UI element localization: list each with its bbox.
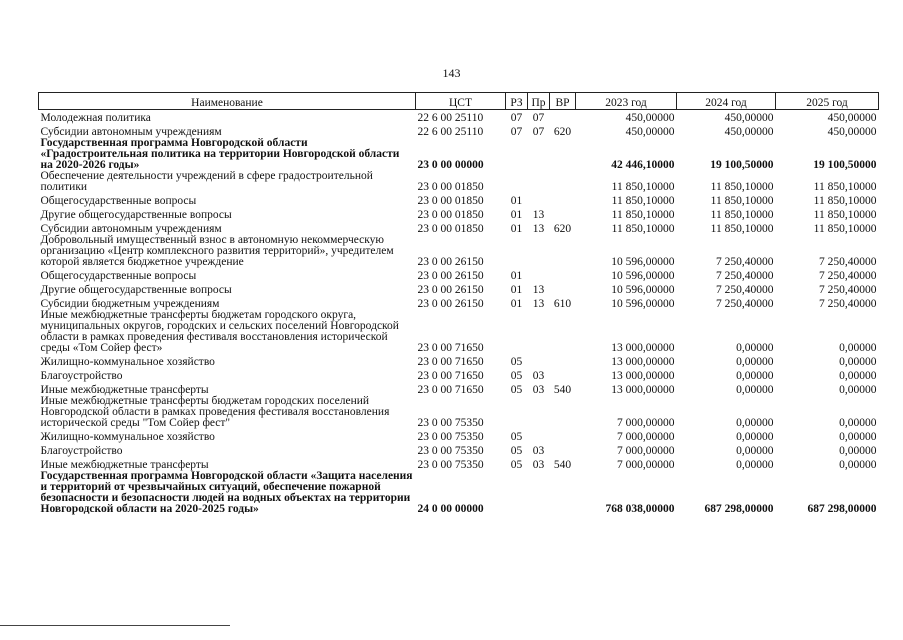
- budget-table: [38, 92, 879, 515]
- cell-vr: [550, 171, 576, 193]
- cell-2025: 7 250,40000: [819, 270, 877, 282]
- cell-2024: 0,00000: [736, 459, 774, 471]
- cell-rz: 05: [510, 370, 523, 382]
- table-row: [39, 282, 879, 296]
- cell-2024: 0,00000: [736, 417, 774, 429]
- cell-cst: 23 0 00 75350: [417, 417, 484, 429]
- cell-vr: [550, 310, 576, 354]
- cell-rz: 01: [510, 270, 523, 282]
- cell-vr: [550, 443, 576, 457]
- cell-cst: 22 6 00 25110: [417, 112, 484, 124]
- cell-2025: 687 298,00000: [807, 503, 877, 515]
- cell-2025: 0,00000: [839, 356, 877, 368]
- cell-pr: 07: [532, 126, 545, 138]
- cell-2024: 11 850,10000: [710, 195, 774, 207]
- cell-2024: 7 250,40000: [716, 256, 774, 268]
- table-row: [39, 221, 879, 235]
- cell-name: Субсидии автономным учреждениям: [40, 223, 222, 235]
- cell-rz: 05: [510, 445, 523, 457]
- cell-pr: 13: [532, 284, 545, 296]
- cell-2025: 0,00000: [839, 384, 877, 396]
- col-header-cst: ЦСТ: [416, 93, 506, 110]
- cell-2024: 7 250,40000: [716, 284, 774, 296]
- footer-divider: [0, 625, 230, 626]
- col-header-2025: 2025 год: [776, 93, 879, 110]
- cell-vr: [550, 396, 576, 429]
- cell-pr: 03: [532, 370, 545, 382]
- cell-vr: [550, 207, 576, 221]
- cell-2025: 450,00000: [827, 126, 877, 138]
- cell-2024: 0,00000: [736, 384, 774, 396]
- cell-rz: [506, 235, 528, 268]
- cell-2024: 0,00000: [736, 342, 774, 354]
- header-row: [39, 93, 879, 110]
- cell-pr: [528, 193, 550, 207]
- cell-pr: 07: [532, 112, 545, 124]
- cell-2024: 0,00000: [736, 431, 774, 443]
- cell-pr: [528, 354, 550, 368]
- cell-name: Субсидии автономным учреждениям: [40, 126, 222, 138]
- cell-2023: 13 000,00000: [611, 342, 675, 354]
- cell-name: Обеспечение деятельности учреждений в сфере градостроительной политики: [40, 170, 373, 193]
- cell-2023: 7 000,00000: [617, 417, 675, 429]
- cell-name: Иные межбюджетные трансферты: [40, 384, 209, 396]
- cell-cst: 23 0 00 01850: [417, 223, 484, 235]
- cell-2023: 42 446,10000: [611, 159, 675, 171]
- cell-2024: 7 250,40000: [716, 270, 774, 282]
- table-row: [39, 429, 879, 443]
- cell-cst: 23 0 00 71650: [417, 356, 484, 368]
- table-row: [39, 354, 879, 368]
- cell-2025: 11 850,10000: [813, 209, 877, 221]
- cell-2025: 7 250,40000: [819, 256, 877, 268]
- cell-2023: 7 000,00000: [617, 445, 675, 457]
- cell-2025: 19 100,50000: [813, 159, 877, 171]
- cell-2023: 7 000,00000: [617, 431, 675, 443]
- cell-2025: 0,00000: [839, 459, 877, 471]
- cell-2024: 11 850,10000: [710, 181, 774, 193]
- cell-2025: 11 850,10000: [813, 195, 877, 207]
- cell-cst: 23 0 00 26150: [417, 284, 484, 296]
- cell-pr: 03: [532, 459, 545, 471]
- cell-pr: [528, 471, 550, 515]
- cell-name: Государственная программа Новгородской области «Градостроительная политика на территории Новгородской области на 2020-2026 годы»: [40, 137, 400, 171]
- cell-pr: [528, 310, 550, 354]
- cell-rz: 05: [510, 431, 523, 443]
- cell-2024: 11 850,10000: [710, 209, 774, 221]
- cell-2023: 11 850,10000: [611, 223, 675, 235]
- table-row: [39, 443, 879, 457]
- cell-vr: [550, 471, 576, 515]
- cell-name: Другие общегосударственные вопросы: [40, 284, 232, 296]
- cell-vr: 620: [553, 223, 572, 235]
- col-header-vr: ВР: [550, 93, 576, 110]
- cell-2023: 10 596,00000: [611, 298, 675, 310]
- cell-2023: 450,00000: [625, 126, 675, 138]
- cell-vr: [550, 193, 576, 207]
- cell-name: Общегосударственные вопросы: [40, 270, 197, 282]
- table-row: [39, 193, 879, 207]
- cell-name: Иные межбюджетные трансферты: [40, 459, 209, 471]
- cell-name: Государственная программа Новгородской области «Защита населения и территорий от чрезвычайных ситуаций, обеспечение пожарной безопасности и безопасности людей на водных объектах на территории Новгородской области на 2020-2025 годы»: [40, 470, 413, 515]
- cell-name: Другие общегосударственные вопросы: [40, 209, 232, 221]
- cell-vr: 540: [553, 384, 572, 396]
- table-row: [39, 296, 879, 310]
- cell-rz: 01: [510, 209, 523, 221]
- table-row: [39, 235, 879, 268]
- col-header-name: Наименование: [39, 93, 416, 110]
- cell-2023: 11 850,10000: [611, 195, 675, 207]
- cell-2023: 7 000,00000: [617, 459, 675, 471]
- cell-2025: 7 250,40000: [819, 284, 877, 296]
- cell-2025: 450,00000: [827, 112, 877, 124]
- cell-rz: 05: [510, 384, 523, 396]
- table-body: [39, 110, 879, 516]
- cell-2023: 11 850,10000: [611, 181, 675, 193]
- cell-name: Добровольный имущественный взнос в автономную некоммерческую организацию «Центр комплексного развития территорий», учредителем которой является бюджетное учреждение: [40, 234, 394, 268]
- cell-2023: 450,00000: [625, 112, 675, 124]
- cell-vr: [550, 268, 576, 282]
- cell-2025: 7 250,40000: [819, 298, 877, 310]
- cell-cst: 23 0 00 26150: [417, 270, 484, 282]
- cell-cst: 23 0 00 75350: [417, 431, 484, 443]
- cell-rz: [506, 171, 528, 193]
- cell-cst: 23 0 00 71650: [417, 342, 484, 354]
- cell-name: Жилищно-коммунальное хозяйство: [40, 356, 215, 368]
- cell-2024: 0,00000: [736, 445, 774, 457]
- cell-2025: 0,00000: [839, 417, 877, 429]
- cell-2024: 687 298,00000: [704, 503, 774, 515]
- page-number: 143: [442, 66, 461, 80]
- cell-name: Иные межбюджетные трансферты бюджетам городского округа, муниципальных округов, городских и сельских поселений Новгородской области в рамках проведения фестиваля восстановления исторической среды «Том Сойер фест»: [40, 309, 399, 354]
- cell-pr: [528, 268, 550, 282]
- cell-rz: [506, 138, 528, 171]
- cell-2023: 13 000,00000: [611, 356, 675, 368]
- cell-2024: 0,00000: [736, 370, 774, 382]
- cell-vr: [550, 138, 576, 171]
- cell-name: Благоустройство: [40, 370, 123, 382]
- cell-pr: [528, 396, 550, 429]
- table-row: [39, 457, 879, 471]
- cell-rz: [506, 310, 528, 354]
- cell-cst: 23 0 00 71650: [417, 384, 484, 396]
- cell-cst: 23 0 00 00000: [417, 159, 484, 171]
- cell-name: Благоустройство: [40, 445, 123, 457]
- cell-rz: 01: [510, 284, 523, 296]
- cell-cst: 23 0 00 01850: [417, 181, 484, 193]
- cell-rz: 01: [510, 223, 523, 235]
- table-row: [39, 138, 879, 171]
- cell-2024: 450,00000: [724, 112, 774, 124]
- cell-2023: 10 596,00000: [611, 256, 675, 268]
- cell-2023: 13 000,00000: [611, 370, 675, 382]
- cell-2025: 0,00000: [839, 342, 877, 354]
- cell-vr: [550, 282, 576, 296]
- cell-rz: 07: [510, 112, 523, 124]
- cell-cst: 23 0 00 71650: [417, 370, 484, 382]
- cell-rz: 01: [510, 195, 523, 207]
- cell-2024: 19 100,50000: [710, 159, 774, 171]
- cell-cst: 23 0 00 26150: [417, 298, 484, 310]
- cell-pr: 03: [532, 384, 545, 396]
- cell-pr: [528, 429, 550, 443]
- cell-2023: 10 596,00000: [611, 270, 675, 282]
- cell-name: Жилищно-коммунальное хозяйство: [40, 431, 215, 443]
- cell-vr: [550, 354, 576, 368]
- cell-rz: [506, 396, 528, 429]
- cell-cst: 23 0 00 26150: [417, 256, 484, 268]
- cell-2023: 10 596,00000: [611, 284, 675, 296]
- cell-2023: 11 850,10000: [611, 209, 675, 221]
- cell-name: Молодежная политика: [40, 112, 151, 124]
- cell-vr: 540: [553, 459, 572, 471]
- cell-cst: 23 0 00 75350: [417, 459, 484, 471]
- table-row: [39, 396, 879, 429]
- cell-name: Субсидии бюджетным учреждениям: [40, 298, 220, 310]
- cell-rz: 05: [510, 356, 523, 368]
- cell-vr: 620: [553, 126, 572, 138]
- table-row: [39, 110, 879, 125]
- cell-rz: 07: [510, 126, 523, 138]
- cell-rz: 01: [510, 298, 523, 310]
- cell-pr: [528, 171, 550, 193]
- cell-pr: 03: [532, 445, 545, 457]
- cell-cst: 24 0 00 00000: [417, 503, 484, 515]
- table-row: [39, 471, 879, 515]
- cell-vr: [550, 429, 576, 443]
- table-row: [39, 310, 879, 354]
- cell-pr: 13: [532, 298, 545, 310]
- cell-2024: 7 250,40000: [716, 298, 774, 310]
- table-row: [39, 207, 879, 221]
- table-row: [39, 368, 879, 382]
- cell-2025: 11 850,10000: [813, 223, 877, 235]
- cell-name: Иные межбюджетные трансферты бюджетам городских поселений Новгородской области в рамках проведения фестиваля восстановления исторической среды "Том Сойер фест": [40, 395, 390, 429]
- cell-vr: [550, 110, 576, 125]
- cell-rz: 05: [510, 459, 523, 471]
- cell-2024: 0,00000: [736, 356, 774, 368]
- cell-2025: 0,00000: [839, 370, 877, 382]
- table-row: [39, 171, 879, 193]
- cell-pr: 13: [532, 223, 545, 235]
- table-row: [39, 268, 879, 282]
- cell-cst: 23 0 00 01850: [417, 209, 484, 221]
- cell-2024: 11 850,10000: [710, 223, 774, 235]
- cell-cst: 23 0 00 01850: [417, 195, 484, 207]
- cell-pr: [528, 138, 550, 171]
- cell-rz: [506, 471, 528, 515]
- cell-2023: 13 000,00000: [611, 384, 675, 396]
- cell-cst: 22 6 00 25110: [417, 126, 484, 138]
- cell-2023: 768 038,00000: [605, 503, 675, 515]
- col-header-2023: 2023 год: [576, 93, 677, 110]
- cell-vr: [550, 235, 576, 268]
- cell-2025: 0,00000: [839, 431, 877, 443]
- cell-pr: 13: [532, 209, 545, 221]
- cell-name: Общегосударственные вопросы: [40, 195, 197, 207]
- col-header-pr: Пр: [528, 93, 550, 110]
- cell-vr: [550, 368, 576, 382]
- table-row: [39, 124, 879, 138]
- cell-pr: [528, 235, 550, 268]
- cell-2024: 450,00000: [724, 126, 774, 138]
- cell-2025: 0,00000: [839, 445, 877, 457]
- col-header-2024: 2024 год: [677, 93, 776, 110]
- cell-2025: 11 850,10000: [813, 181, 877, 193]
- cell-vr: 610: [553, 298, 572, 310]
- table-row: [39, 382, 879, 396]
- col-header-rz: РЗ: [506, 93, 528, 110]
- cell-cst: 23 0 00 75350: [417, 445, 484, 457]
